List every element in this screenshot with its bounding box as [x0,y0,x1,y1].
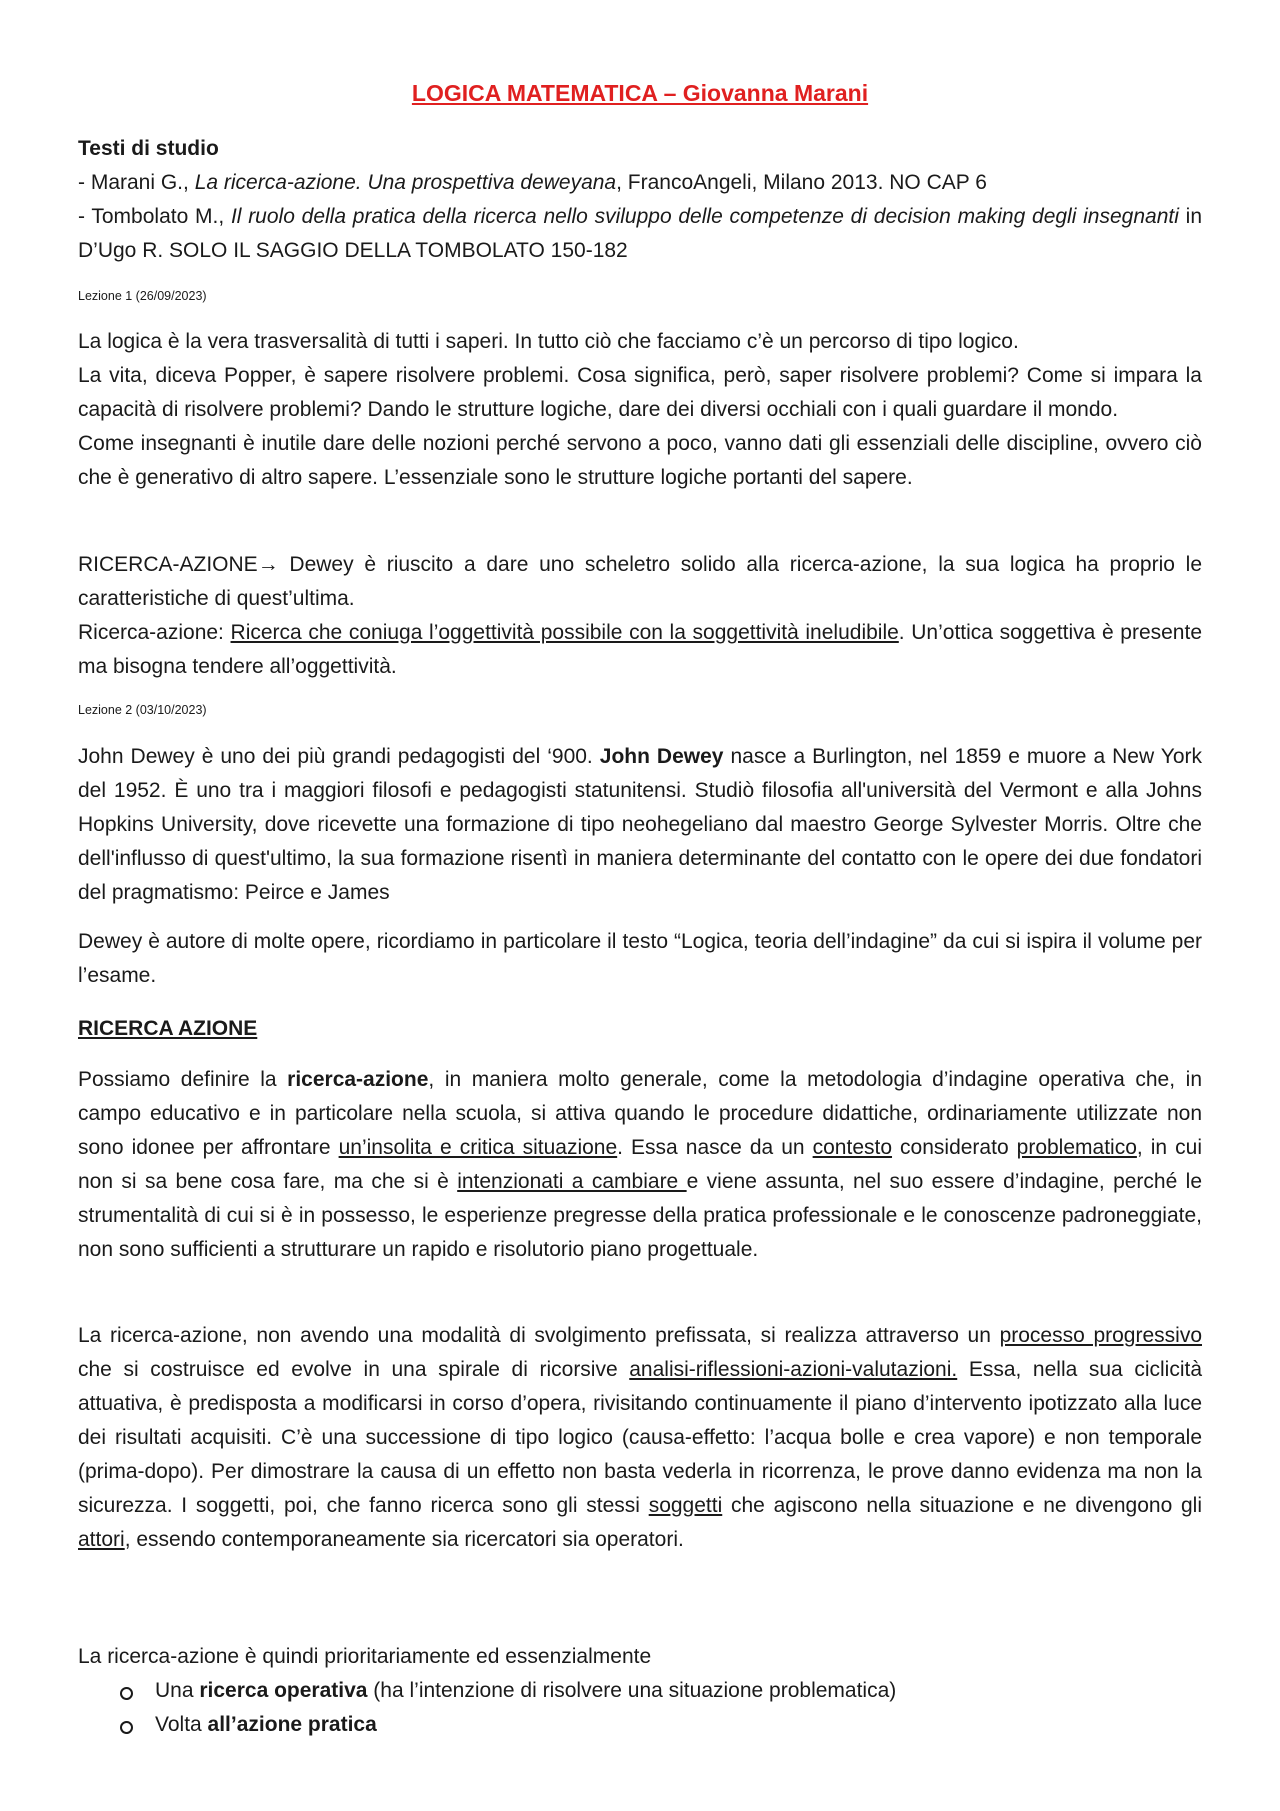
lesson-1-text [78,325,1202,495]
lesson-2-text [78,740,1202,910]
paragraph: Come insegnanti è inutile dare delle nozioni perché servono a poco, vanno dati gli essenziali delle discipline, ovvero ciò che è generativo di altro sapere. L’essenziale sono le strutture logiche portanti del sapere. [78,432,1202,489]
document-title: LOGICA MATEMATICA – Giovanna Marani [411,80,869,106]
paragraph: Dewey è autore di molte opere, ricordiamo in particolare il testo “Logica, teoria dell’indagine” da cui si ispira il volume per l’esame. [78,930,1202,987]
paragraph: RICERCA-AZIONE→ Dewey è riuscito a dare uno scheletro solido alla ricerca-azione, la sua logica ha proprio le caratteristiche di quest’ultima. [78,553,1202,610]
study-text-item-1: - Marani G., La ricerca-azione. Una prospettiva deweyana, FrancoAngeli, Milano 2013. NO CAP 6 [78,171,987,194]
paragraph: La vita, diceva Popper, è sapere risolvere problemi. Cosa significa, però, saper risolvere problemi? Come si impara la capacità di risolvere problemi? Dando le strutture logiche, dare dei diversi occhiali con i quali guardare il mondo. [78,364,1202,421]
ricerca-azione-intro [78,548,1202,684]
paragraph: La ricerca-azione è quindi prioritariamente ed essenzialmente [78,1645,652,1668]
study-text-item-2: - Tombolato M., Il ruolo della pratica della ricerca nello sviluppo delle competenze di decision making degli insegnanti in D’Ugo R. SOLO IL SAGGIO DELLA TOMBOLATO 150-182 [78,205,1202,262]
ricerca-azione-paragraph-1: Possiamo definire la ricerca-azione, in maniera molto generale, come la metodologia d’indagine operativa che, in campo educativo e in particolare nella scuola, si attiva quando le procedure didattiche, ordinariamente utilizzate non sono idonee per affrontare un’insolita e critica situazione. Essa nasce da un contesto considerato problematico, in cui non si sa bene cosa fare, ma che si è intenzionati a cambiare e viene assunta, nel suo essere d’indagine, perché le strumentalità di cui si è in possesso, le esperienze pregresse della pratica professionale e le conoscenze padroneggiate, non sono sufficienti a strutturare un rapido e risolutorio piano progettuale. [78,1068,1203,1261]
study-texts-heading: Testi di studio [78,137,219,160]
lesson-2-text-2 [78,925,1202,993]
list-item: Volta all’azione pratica [78,1708,1202,1742]
ricerca-azione-summary [78,1640,1202,1742]
ricerca-azione-paragraph-2: La ricerca-azione, non avendo una modalità di svolgimento prefissata, si realizza attraverso un processo progressivo che si costruisce ed evolve in una spirale di ricorsive analisi-riflessioni-azioni-valutazioni. Essa, nella sua ciclicità attuativa, è predisposta a modificarsi in corso d’opera, rivisitando continuamente il piano d’intervento ipotizzato alla luce dei risultati acquisiti. C’è una successione di tipo logico (causa-effetto: l’acqua bolle e crea vapore) e non temporale (prima-dopo). Per dimostrare la causa di un effetto non basta vederla in ricorrenza, le prove danno evidenza ma non la sicurezza. I soggetti, poi, che fanno ricerca sono gli stessi soggetti che agiscono nella situazione e ne divengono gli attori, essendo contemporaneamente sia ricercatori sia operatori. [78,1324,1203,1551]
study-texts-section [78,132,1202,268]
lesson-1-label: Lezione 1 (26/09/2023) [78,289,207,303]
paragraph: La logica è la vera trasversalità di tutti i saperi. In tutto ciò che facciamo c’è un percorso di tipo logico. [78,330,1019,353]
definition-paragraph: Ricerca-azione: Ricerca che coniuga l’oggettività possibile con la soggettività ineludibile. Un’ottica soggettiva è presente ma bisogna tendere all’oggettività. [78,621,1202,678]
right-arrow-icon: → [257,553,279,576]
bullet-list [78,1674,1202,1742]
paragraph: John Dewey è uno dei più grandi pedagogisti del ‘900. John Dewey nasce a Burlington, nel 1859 e muore a New York del 1952. È uno tra i maggiori filosofi e pedagogisti statunitensi. Studiò filosofia all'università del Vermont e alla Johns Hopkins University, dove ricevette una formazione di tipo neohegeliano dal maestro George Sylvester Morris. Oltre che dell'influsso di quest'ultimo, la sua formazione risentì in maniera determinante del contatto con le opere dei due fondatori del pragmatismo: Peirce e James [78,745,1202,904]
ricerca-azione-heading: RICERCA AZIONE [78,1017,258,1040]
lesson-2-label: Lezione 2 (03/10/2023) [78,703,207,717]
list-item: Una ricerca operativa (ha l’intenzione di risolvere una situazione problematica) [78,1674,1202,1708]
